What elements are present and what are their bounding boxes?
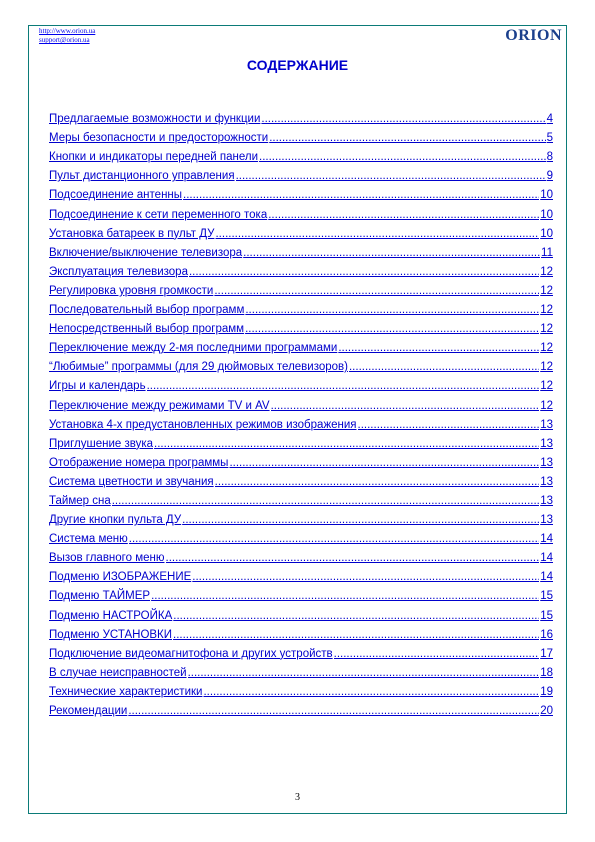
toc-entry[interactable]	[49, 298, 553, 317]
toc-dot-leader	[154, 438, 539, 451]
toc-entry-label[interactable]: Включение/выключение телевизора	[49, 246, 243, 259]
toc-entry-label[interactable]: Предлагаемые возможности и функции	[49, 113, 261, 126]
toc-entry[interactable]	[49, 584, 553, 603]
toc-entry-page[interactable]: 13	[540, 514, 553, 527]
header-links	[39, 27, 95, 45]
toc-entry-label[interactable]: Игры и календарь	[49, 380, 146, 393]
toc-dot-leader	[173, 629, 539, 642]
toc-dot-leader	[151, 590, 539, 603]
toc-entry-label[interactable]: Установка батареек в пульт ДУ	[49, 227, 215, 240]
toc-entry[interactable]	[49, 470, 553, 489]
toc-entry[interactable]	[49, 183, 553, 202]
toc-dot-leader	[166, 552, 540, 565]
toc-entry-page[interactable]: 10	[540, 189, 553, 202]
toc-entry-label[interactable]: Отображение номера программы	[49, 456, 229, 469]
toc-dot-leader	[214, 285, 539, 298]
toc-entry-page[interactable]: 17	[540, 647, 553, 660]
toc-entry-label[interactable]: Технические характеристики	[49, 685, 203, 698]
brand-logo: ORION	[505, 27, 562, 44]
toc-entry[interactable]	[49, 279, 553, 298]
toc-dot-leader	[338, 342, 539, 355]
toc-entry-label[interactable]: Таймер сна	[49, 494, 111, 507]
toc-entry[interactable]	[49, 680, 553, 699]
toc-dot-leader	[188, 667, 540, 680]
page-number: 3	[295, 792, 300, 803]
toc-entry-label[interactable]: Переключение между режимами TV и AV	[49, 399, 270, 412]
toc-entry-label[interactable]: Другие кнопки пульта ДУ	[49, 514, 182, 527]
toc-entry[interactable]	[49, 126, 553, 145]
toc-entry[interactable]	[49, 565, 553, 584]
toc-dot-leader	[268, 209, 539, 222]
toc-dot-leader	[215, 476, 540, 489]
toc-dot-leader	[215, 228, 539, 241]
toc-dot-leader	[236, 170, 546, 183]
toc-entry-page[interactable]: 18	[540, 666, 553, 679]
toc-dot-leader	[147, 380, 540, 393]
toc-dot-leader	[245, 323, 539, 336]
toc-entry-label[interactable]: Подсоединение к сети переменного тока	[49, 208, 268, 221]
toc-entry-page[interactable]: 13	[540, 494, 553, 507]
toc-entry[interactable]	[49, 642, 553, 661]
toc-dot-leader	[128, 705, 539, 718]
toc-entry-label[interactable]: Рекомендации	[49, 705, 128, 717]
toc-entry[interactable]	[49, 145, 553, 164]
toc-entry-page[interactable]: 9	[546, 170, 553, 183]
toc-entry-page[interactable]: 10	[540, 208, 553, 221]
toc-entry-label[interactable]: Переключение между 2-мя последними программами	[49, 342, 338, 355]
toc-entry-label[interactable]: Непосредственный выбор программ	[49, 323, 245, 336]
toc-entry[interactable]	[49, 432, 553, 451]
toc-entry[interactable]	[49, 413, 553, 432]
toc-dot-leader	[192, 571, 539, 584]
support-email-link[interactable]: support@orion.ua	[39, 36, 90, 44]
toc-entry[interactable]	[49, 260, 553, 279]
toc-entry[interactable]	[49, 336, 553, 355]
toc-entry-page[interactable]: 12	[540, 361, 553, 374]
toc-entry-label[interactable]: Установка 4-х предустановленных режимов изображения	[49, 418, 357, 431]
toc-entry-label[interactable]: Регулировка уровня громкости	[49, 284, 214, 297]
toc-entry[interactable]	[49, 241, 553, 260]
page-title: СОДЕРЖАНИЕ	[246, 57, 349, 73]
toc-entry-page[interactable]: 12	[540, 323, 553, 336]
toc-dot-leader	[245, 304, 539, 317]
toc-entry-label[interactable]: Меры безопасности и предосторожности	[49, 132, 269, 145]
toc-entry-page[interactable]: 12	[540, 342, 553, 355]
toc-dot-leader	[173, 610, 539, 623]
toc-dot-leader	[259, 151, 546, 164]
toc-entry[interactable]	[49, 489, 553, 508]
toc-entry[interactable]	[49, 107, 553, 126]
toc-dot-leader	[182, 514, 539, 527]
toc-entry-label[interactable]: Подсоединение антенны	[49, 189, 183, 202]
toc-entry-page[interactable]: 15	[540, 609, 553, 622]
toc-entry-page[interactable]: 14	[540, 533, 553, 546]
toc-dot-leader	[271, 400, 540, 413]
toc-entry[interactable]	[49, 623, 553, 642]
toc-entry[interactable]	[49, 527, 553, 546]
toc-entry-page[interactable]: 13	[540, 437, 553, 450]
toc-entry[interactable]	[49, 222, 553, 241]
toc-entry-page[interactable]: 14	[540, 552, 553, 565]
toc-entry-page[interactable]: 12	[540, 304, 553, 317]
toc-entry-page[interactable]: 8	[546, 151, 553, 164]
toc-entry-page[interactable]: 12	[540, 265, 553, 278]
toc-dot-leader	[112, 495, 539, 508]
toc-entry-label[interactable]: Подменю ИЗОБРАЖЕНИЕ	[49, 571, 192, 584]
toc-entry-page[interactable]: 16	[540, 628, 553, 641]
toc-entry-page[interactable]: 4	[546, 113, 553, 126]
toc-entry-label[interactable]: Кнопки и индикаторы передней панели	[49, 151, 259, 164]
toc-entry-page[interactable]: 13	[540, 456, 553, 469]
toc-dot-leader	[358, 419, 540, 432]
toc-entry[interactable]	[49, 508, 553, 527]
toc-entry-label[interactable]: Последовательный выбор программ	[49, 304, 245, 317]
toc-entry[interactable]	[49, 546, 553, 565]
toc-dot-leader	[129, 533, 539, 546]
toc-dot-leader	[349, 361, 539, 374]
toc-entry-label[interactable]: Подключение видеомагнитофона и других устройств	[49, 647, 333, 660]
toc-entry[interactable]	[49, 317, 553, 336]
toc-entry-page[interactable]: 19	[540, 685, 553, 698]
toc-entry[interactable]	[49, 355, 553, 374]
toc-entry[interactable]	[49, 699, 553, 718]
toc-entry-label[interactable]: Приглушение звука	[49, 437, 154, 450]
toc-entry[interactable]	[49, 661, 553, 680]
toc-dot-leader	[203, 686, 539, 699]
toc-dot-leader	[261, 113, 545, 126]
toc-entry-page[interactable]: 13	[540, 418, 553, 431]
toc-entry-label[interactable]: Подменю НАСТРОЙКА	[49, 609, 173, 622]
toc-entry-page[interactable]: 11	[541, 246, 553, 259]
toc-entry-page[interactable]: 12	[540, 284, 553, 297]
toc-entry-page[interactable]: 15	[540, 590, 553, 603]
toc-dot-leader	[334, 648, 540, 661]
website-link[interactable]: http://www.orion.ua	[39, 27, 96, 35]
toc-entry-page[interactable]: 20	[540, 705, 553, 717]
toc-entry[interactable]	[49, 374, 553, 393]
toc-entry-page[interactable]: 12	[540, 380, 553, 393]
toc-entry-page[interactable]: 14	[540, 571, 553, 584]
toc-entry-page[interactable]: 5	[546, 132, 553, 145]
table-of-contents	[49, 107, 553, 718]
toc-entry-label[interactable]: Эксплуатация телевизора	[49, 265, 188, 278]
toc-entry-label[interactable]: Пульт дистанционного управления	[49, 170, 235, 183]
toc-entry[interactable]	[49, 451, 553, 470]
toc-entry-label[interactable]: “Любимые” программы (для 29 дюймовых телевизоров)	[49, 361, 348, 374]
toc-entry[interactable]	[49, 393, 553, 412]
toc-entry-label[interactable]: Подменю ТАЙМЕР	[49, 590, 151, 603]
toc-dot-leader	[189, 266, 539, 279]
toc-entry-label[interactable]: Система цветности и звучания	[49, 475, 214, 488]
toc-entry-label[interactable]: Вызов главного меню	[49, 552, 165, 565]
toc-dot-leader	[183, 189, 539, 202]
toc-entry-page[interactable]: 13	[540, 475, 553, 488]
toc-entry-label[interactable]: Подменю УСТАНОВКИ	[49, 628, 173, 641]
toc-entry-label[interactable]: Система меню	[49, 533, 128, 546]
toc-entry-page[interactable]: 10	[540, 227, 553, 240]
toc-entry-label[interactable]: В случае неисправностей	[49, 666, 187, 679]
toc-entry[interactable]	[49, 603, 553, 622]
toc-entry[interactable]	[49, 164, 553, 183]
toc-dot-leader	[243, 247, 540, 260]
toc-dot-leader	[269, 132, 545, 145]
toc-entry[interactable]	[49, 202, 553, 221]
toc-entry-page[interactable]: 12	[540, 399, 553, 412]
toc-dot-leader	[229, 457, 539, 470]
